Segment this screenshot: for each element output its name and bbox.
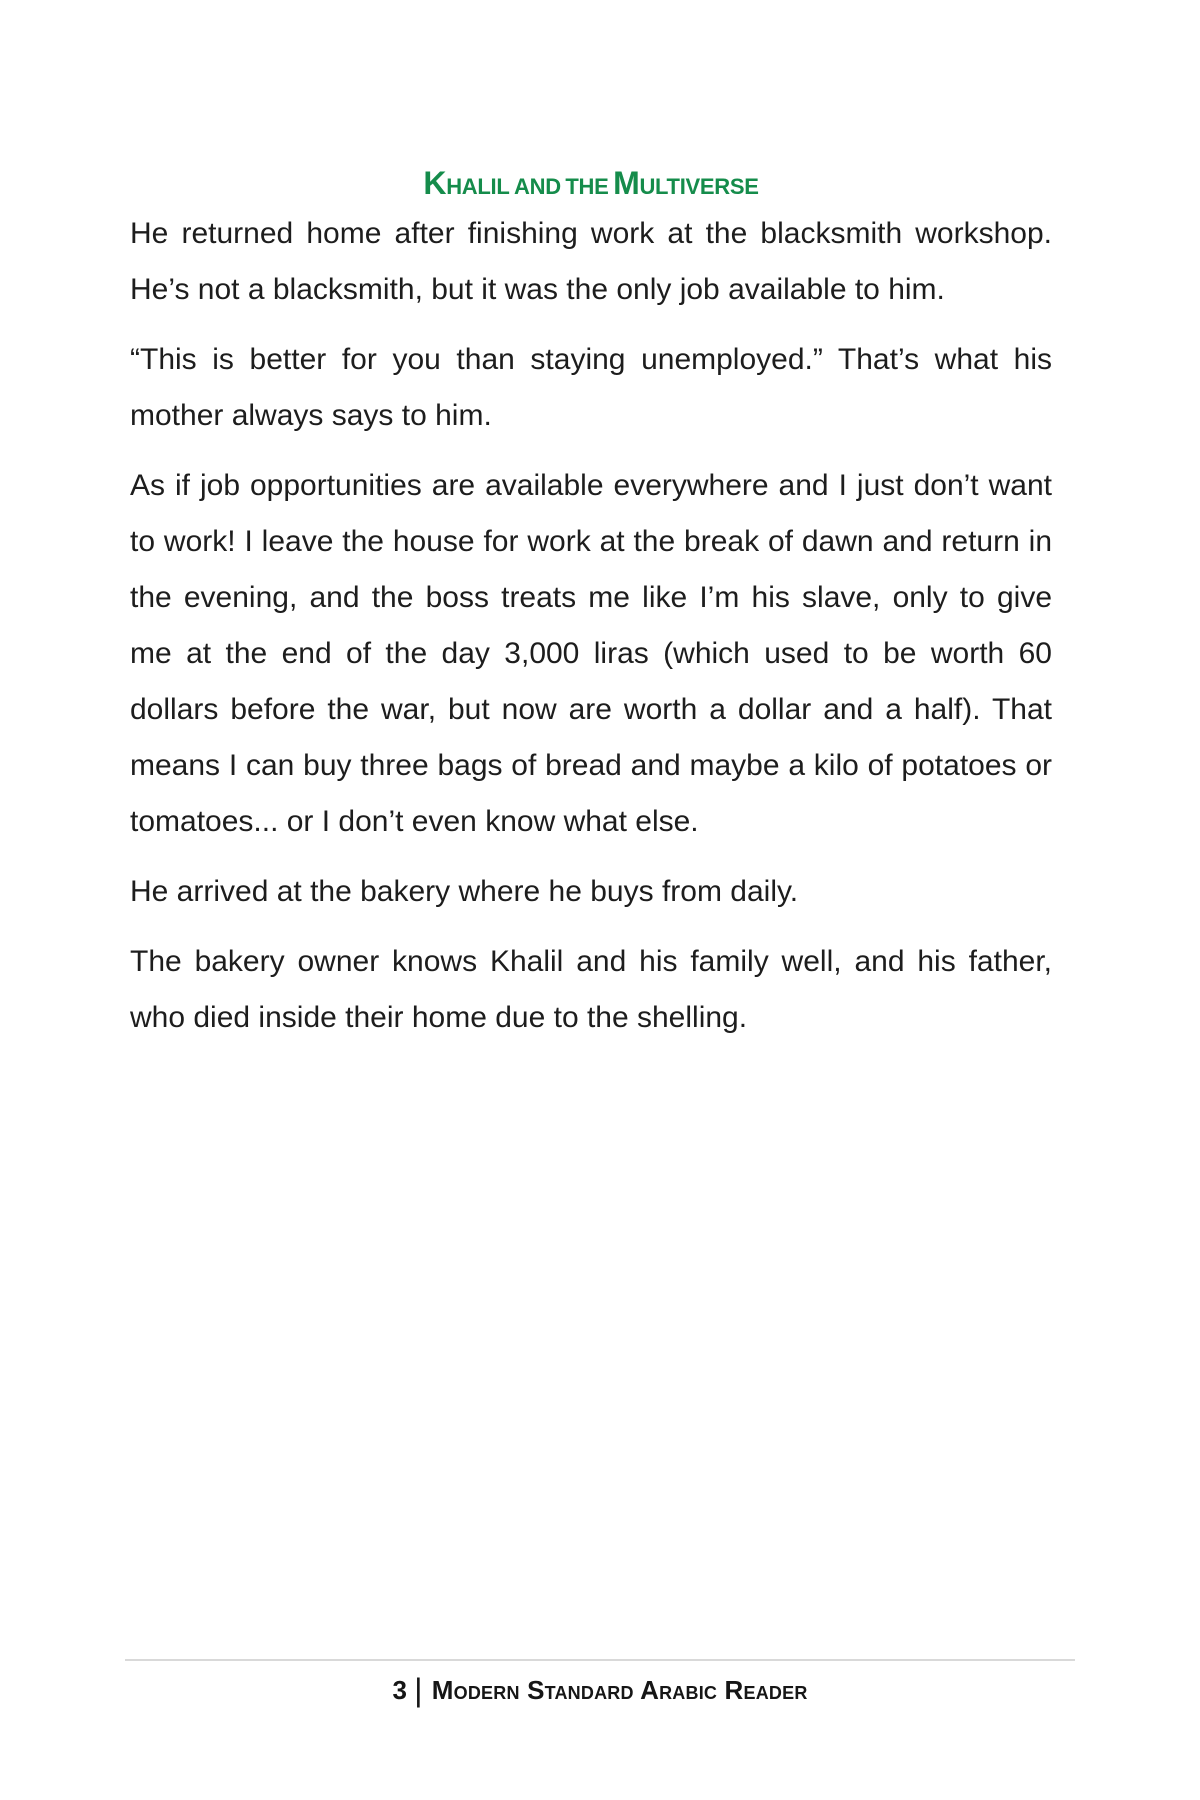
paragraph-2: “This is better for you than staying unemployed.” That’s what his mother always says to him. (130, 343, 1052, 432)
page-title: Khalil and the Multiverse (423, 165, 759, 202)
book-title: Modern Standard Arabic Reader (431, 1675, 808, 1705)
body-text (130, 206, 1052, 1060)
page-footer (125, 1659, 1075, 1707)
paragraph-5: The bakery owner knows Khalil and his family well, and his father, who died inside their home due to the shelling. (130, 945, 1052, 1034)
page-number: 3 (392, 1675, 408, 1705)
paragraph-1: He returned home after finishing work at the blacksmith workshop. He’s not a blacksmith, but it was the only job available to him. (130, 217, 1052, 306)
footer-separator: | (414, 1672, 423, 1708)
paragraph-4: He arrived at the bakery where he buys from daily. (130, 875, 799, 908)
paragraph-3: As if job opportunities are available everywhere and I just don’t want to work! I leave the house for work at the break of dawn and return in the evening, and the boss treats me like I’m his slave, only to give me at the end of the day 3,000 liras (which used to be worth 60 dollars before the war, but now are worth a dollar and a half). That means I can buy three bags of bread and maybe a kilo of potatoes or tomatoes... or I don’t even know what else. (130, 469, 1052, 838)
